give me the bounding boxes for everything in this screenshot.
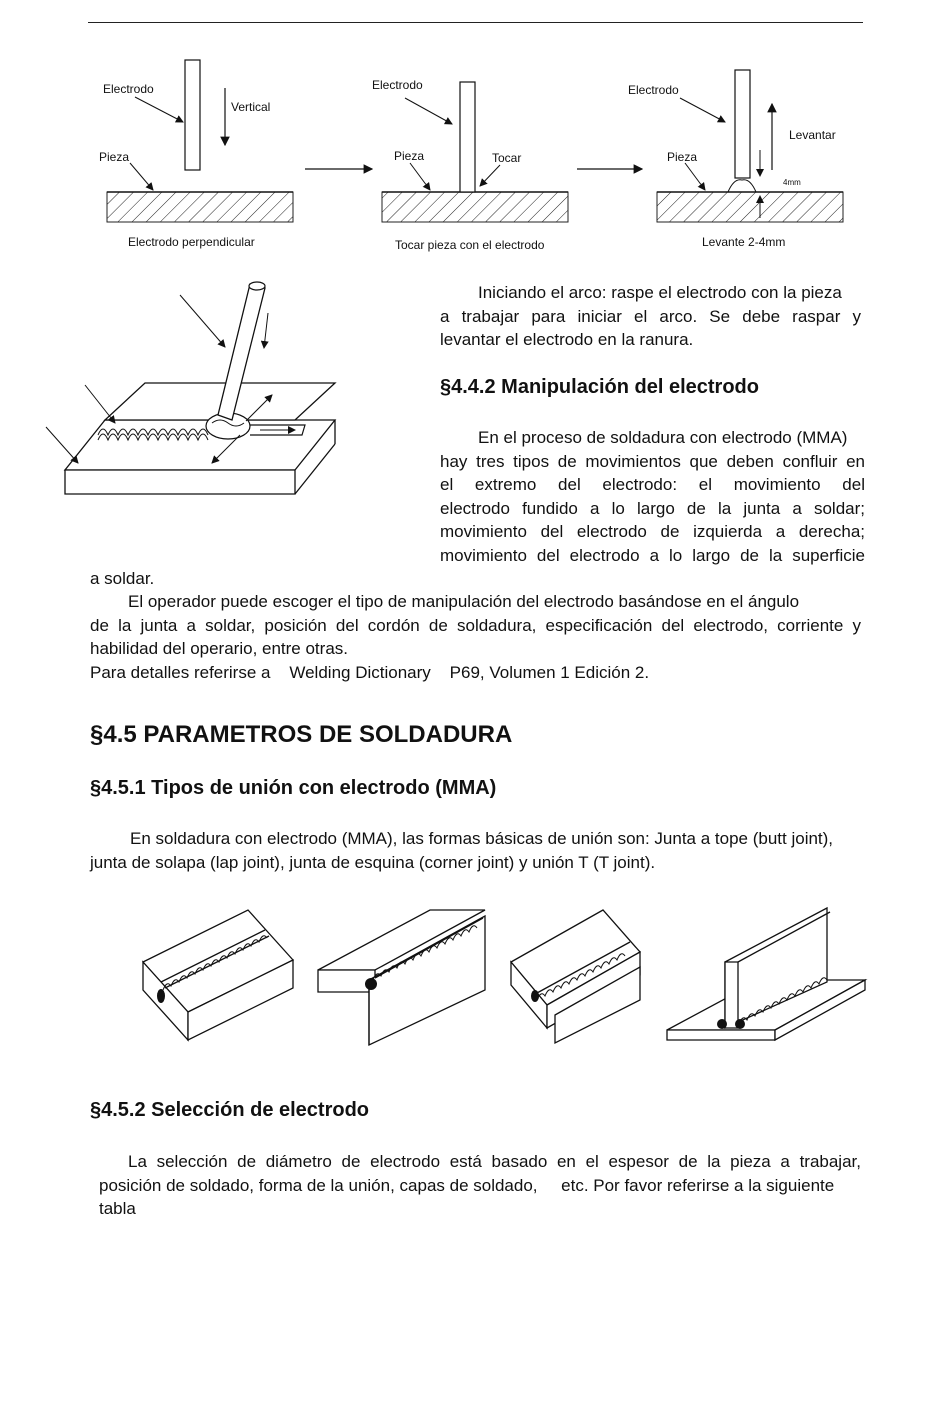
label-electrode-1: Electrodo <box>103 82 154 96</box>
label-electrode-2: Electrodo <box>372 78 423 92</box>
heading-4-5-2: §4.5.2 Selección de electrodo <box>90 1099 370 1121</box>
label-gap: 4mm <box>783 178 801 187</box>
para-select-line-1: La selección de diámetro de electrodo está basado en el espesor de la pieza a trabajar, <box>128 1152 861 1171</box>
caption-lift: Levante 2-4mm <box>702 235 786 249</box>
caption-perpendicular: Electrodo perpendicular <box>128 235 255 249</box>
label-piece-1: Pieza <box>99 150 130 164</box>
para-manip-line-6: movimiento del electrodo a lo largo de la superficie <box>440 545 865 565</box>
para-arc-line-1: Iniciando el arco: raspe el electrodo con la pieza <box>478 283 842 302</box>
para-arc-line-3: levantar el electrodo en la ranura. <box>440 330 694 349</box>
manipulation-diagram <box>40 275 400 505</box>
para-select-line-3: tabla <box>99 1199 136 1218</box>
butt-joint <box>143 910 293 1040</box>
para-manip-line-7: a soldar. <box>90 569 155 588</box>
label-vertical: Vertical <box>231 100 271 114</box>
label-lift: Levantar <box>789 128 836 142</box>
joint-types-diagram <box>135 900 875 1050</box>
para-select <box>99 1150 861 1221</box>
para-manip-line-1: En el proceso de soldadura con electrodo (MMA) <box>478 428 848 447</box>
t-joint <box>667 908 865 1040</box>
para-manip-line-4: electrodo fundido a lo largo de la junta a soldar; <box>440 498 865 518</box>
heading-4-5: §4.5 PARAMETROS DE SOLDADURA <box>90 721 513 748</box>
para-operator <box>90 590 861 661</box>
para-reference: Para detalles referirse a Welding Dictionary P69, Volumen 1 Edición 2. <box>90 663 650 682</box>
heading-4-4-2: §4.4.2 Manipulación del electrodo <box>440 376 759 398</box>
lap-joint <box>318 910 485 1045</box>
para-manip-line-5: movimiento del electrodo de izquierda a derecha; <box>440 522 865 541</box>
para-arc-line-2: a trabajar para iniciar el arco. Se debe raspar y <box>440 306 861 326</box>
para-joints-line-2: junta de solapa (lap joint), junta de esquina (corner joint) y unión T (T joint). <box>90 852 656 872</box>
para-manip-line-2: hay tres tipos de movimientos que deben confluir en <box>440 451 865 471</box>
para-operator-line-1: El operador puede escoger el tipo de manipulación del electrodo basándose en el ángulo <box>128 592 800 611</box>
para-manip-line-3: el extremo del electrodo: el movimiento del <box>440 475 865 494</box>
para-operator-line-3: habilidad del operario, entre otras. <box>90 639 348 658</box>
para-operator-line-2: de la junta a soldar, posición del cordón de soldadura, especificación del electrodo, corriente y <box>90 615 861 635</box>
caption-touch: Tocar pieza con el electrodo <box>395 238 545 252</box>
panel-lift <box>657 70 843 222</box>
para-joints-line-1: En soldadura con electrodo (MMA), las formas básicas de unión son: Junta a tope (butt joint), <box>130 829 834 848</box>
label-piece-3: Pieza <box>667 150 698 164</box>
para-arc <box>440 281 861 352</box>
corner-joint <box>511 910 640 1043</box>
para-joints <box>90 827 861 874</box>
para-select-line-2: posición de soldado, forma de la unión, capas de soldado, etc. Por favor referirse a la siguiente <box>99 1175 835 1195</box>
para-manip <box>440 426 865 567</box>
heading-4-5-1: §4.5.1 Tipos de unión con electrodo (MMA) <box>90 777 497 799</box>
label-electrode-3: Electrodo <box>628 83 679 97</box>
label-piece-2: Pieza <box>394 149 425 163</box>
label-touch: Tocar <box>492 151 522 165</box>
